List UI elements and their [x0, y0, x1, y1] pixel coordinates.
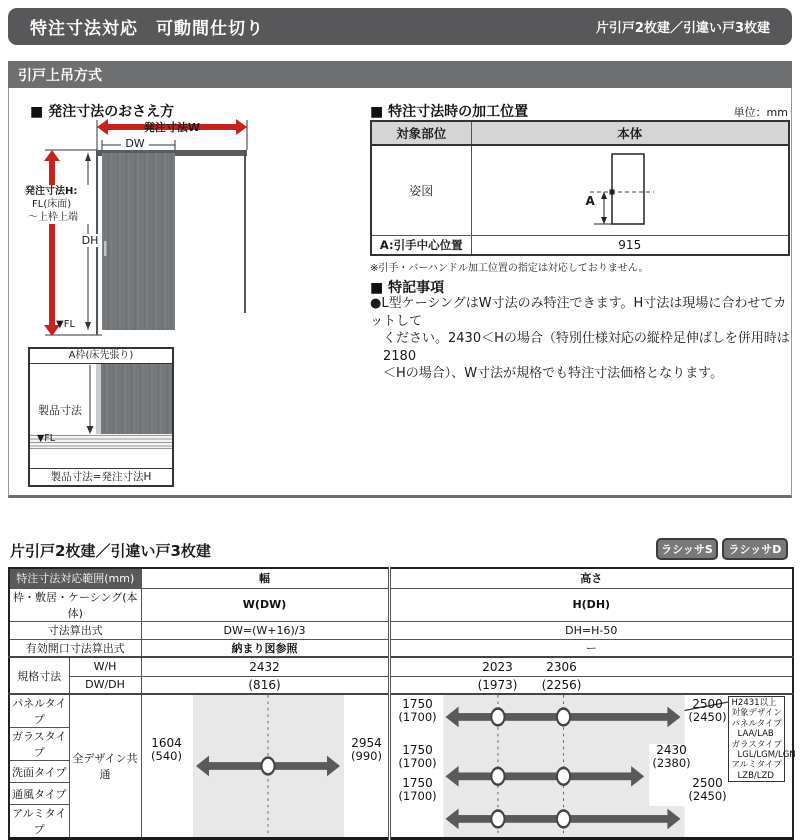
figure-cell — [471, 145, 789, 235]
frame-width-value: W(DW) — [141, 588, 389, 621]
aframe-fl-label: ▼FL — [37, 433, 56, 444]
remarks-title: ■ 特記事項 — [370, 280, 445, 296]
section-header — [8, 61, 792, 88]
standard-size-label: 規格寸法 — [9, 657, 69, 694]
door-handle — [104, 241, 107, 256]
formula-height-value: DH=H-50 — [389, 621, 793, 639]
width-range-chart — [141, 694, 389, 839]
a-row-label: A:引手中心位置 — [371, 235, 471, 255]
type-row-aluminum: アルミタイプ — [9, 805, 69, 839]
product-dim-label: 製品寸法 — [38, 404, 82, 417]
standard-height-1973: (1973) — [477, 677, 518, 692]
door-panel — [102, 153, 175, 330]
series-button-lixil-d[interactable]: ラシッサD — [722, 538, 788, 560]
wh-label: W/H — [69, 657, 141, 676]
height-range-1-max: 2500 (2450) — [688, 697, 727, 724]
page-subtitle: 片引戸2枚建／引違い戸3枚建 — [595, 21, 770, 36]
figure-row-label: 姿図 — [371, 145, 471, 235]
standard-width-dwdh: (816) — [141, 676, 389, 694]
width-range-max: 2954 (990) — [351, 736, 382, 763]
col-body-header: 本体 — [471, 121, 789, 145]
formula-width-value: DW=(W+16)/3 — [141, 621, 389, 639]
fl-label: ▼FL — [56, 319, 76, 330]
dw-label: DW — [121, 137, 149, 150]
height-column-header: 高さ — [389, 568, 793, 588]
standard-height-wh — [389, 657, 793, 676]
aframe-diagram — [28, 347, 174, 487]
size-range-table — [8, 567, 794, 840]
h2431-note-box: H2431以上 対象デザイン パネルタイプ LAA/LAB ガラスタイプ LGL/LGM/LGN アルミタイプ LZB/LZD — [728, 696, 785, 782]
height-range-2-max: 2430 (2380) — [652, 743, 691, 770]
opening-height-value: ー — [389, 639, 793, 657]
width-column-header: 幅 — [141, 568, 389, 588]
standard-width-wh: 2432 — [141, 657, 389, 676]
dh-label: DH — [78, 234, 102, 247]
series-button-lixil-s[interactable]: ラシッサS — [656, 538, 718, 560]
opening-width-value: 納まり図参照 — [141, 639, 389, 657]
remarks-body: ●L型ケーシングはW寸法のみ特注できます。H寸法は現場に合わせてカットして ください。2430＜Hの場合（特別仕様対応の縦枠足伸ばしを併用時は2180 ＜Hの場合）、W寸法が規格でも特注寸法価格となります。 — [370, 296, 790, 381]
standard-height-dwdh — [389, 676, 793, 694]
standard-height-2306: 2306 — [546, 659, 577, 674]
order-h-label: 発注寸法H: FL(床面) ～上枠上端 — [25, 185, 95, 224]
height-range-chart — [389, 694, 796, 839]
type-row-ventilation: 通風タイプ — [9, 783, 69, 805]
page-title-bar — [8, 8, 792, 45]
common-design-cell: 全デザイン共通 — [69, 694, 141, 839]
opening-row-label: 有効開口寸法算出式 — [9, 639, 141, 657]
width-range-figure — [142, 695, 388, 837]
frame-height-value: H(DH) — [389, 588, 793, 621]
aframe-figure — [30, 364, 172, 472]
frame-row-label: 枠・敷居・ケーシング(本体) — [9, 588, 141, 621]
section-title: 引戸上吊方式 — [18, 67, 102, 84]
order-diagram-title: ■ 発注寸法のおさえ方 — [30, 104, 175, 120]
col-part-header: 対象部位 — [371, 121, 471, 145]
type-row-washroom: 洗面タイプ — [9, 761, 69, 783]
bottom-heading: 片引戸2枚建／引違い戸3枚建 — [10, 542, 211, 560]
aframe-footer: 製品寸法=発注寸法H — [30, 468, 172, 485]
width-range-min: 1604 (540) — [151, 736, 182, 763]
type-row-panel: パネルタイプ — [9, 694, 69, 728]
type-row-glass: ガラスタイプ — [9, 728, 69, 761]
standard-height-2256: (2256) — [541, 677, 582, 692]
order-w-label: 発注寸法W — [143, 121, 201, 134]
table-corner-header: 特注寸法対応範囲(mm) — [9, 568, 141, 588]
a-row-value: 915 — [471, 235, 789, 255]
formula-row-label: 寸法算出式 — [9, 621, 141, 639]
page-title: 特注寸法対応 可動間仕切り — [30, 19, 264, 39]
height-range-1-min: 1750 (1700) — [398, 697, 437, 724]
order-h-arrow — [44, 150, 60, 336]
dim-a-label: A — [585, 194, 595, 208]
unit-label: 単位：mm — [733, 106, 788, 119]
standard-height-2023: 2023 — [482, 659, 513, 674]
aframe-header: A枠(床先張り) — [30, 349, 172, 364]
dwdh-label: DW/DH — [69, 676, 141, 694]
order-diagram — [25, 115, 315, 340]
machining-note: ※引手・バーハンドル加工位置の指定は対応しておりません。 — [370, 263, 649, 274]
machining-table — [370, 120, 790, 256]
height-range-2-min: 1750 (1700) — [398, 743, 437, 770]
figure-door — [580, 150, 680, 232]
height-range-3-min: 1750 (1700) — [398, 776, 437, 803]
machining-title: ■ 特注寸法時の加工位置 — [370, 104, 529, 120]
height-range-3-max: 2500 (2450) — [688, 776, 727, 803]
